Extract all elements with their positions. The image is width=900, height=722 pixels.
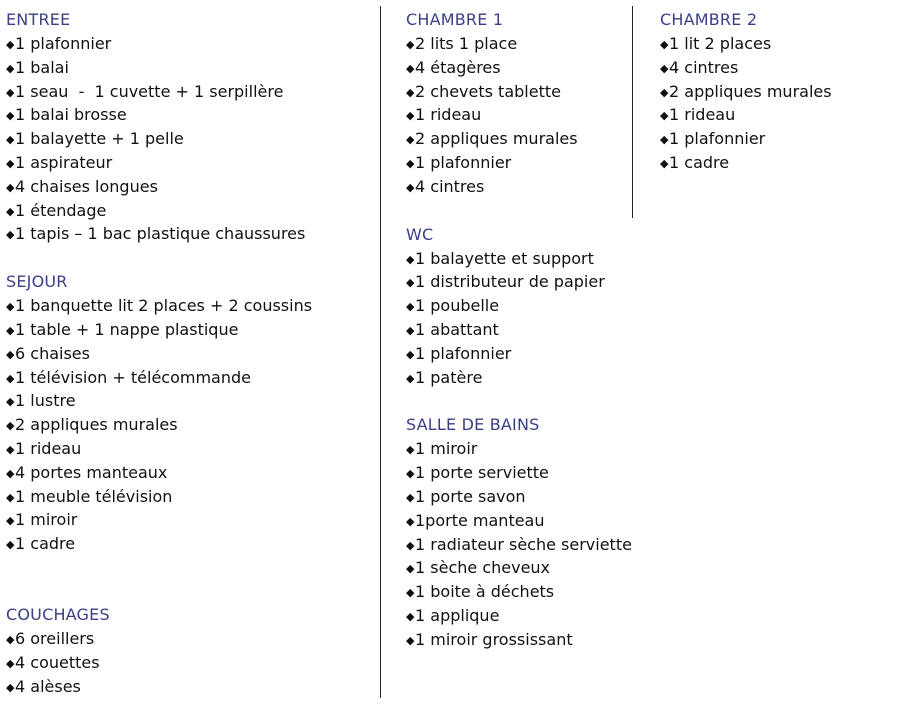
section-title: SEJOUR xyxy=(6,272,68,292)
diamond-bullet-icon: ◆ xyxy=(406,443,415,457)
item-label: 1 plafonnier xyxy=(15,34,112,53)
item-label: 1 poubelle xyxy=(415,296,500,316)
diamond-bullet-icon: ◆ xyxy=(406,633,415,647)
diamond-bullet-icon: ◆ xyxy=(6,109,15,123)
diamond-bullet-icon: ◆ xyxy=(6,323,15,337)
item-label: 1 cadre xyxy=(15,534,76,554)
list-item xyxy=(6,32,312,56)
list-item xyxy=(406,604,632,628)
diamond-bullet-icon: ◆ xyxy=(6,419,15,433)
diamond-bullet-icon: ◆ xyxy=(406,371,415,385)
list-item xyxy=(6,627,312,651)
inventory-section xyxy=(406,8,632,199)
item-label: 1 étendage xyxy=(15,200,107,220)
inventory-section xyxy=(406,223,632,390)
item-list xyxy=(406,437,632,651)
diamond-bullet-icon: ◆ xyxy=(406,538,415,552)
list-item xyxy=(6,294,312,318)
diamond-bullet-icon: ◆ xyxy=(660,133,669,147)
item-label: 2 appliques murales xyxy=(415,129,578,149)
list-item xyxy=(660,56,832,80)
column-middle xyxy=(406,8,632,676)
section-title: WC xyxy=(406,224,434,244)
item-label: 1 rideau xyxy=(669,105,736,125)
item-label: 1 porte serviette xyxy=(415,463,549,483)
item-label: 1 lit 2 places xyxy=(669,34,772,53)
inventory-section xyxy=(6,8,312,246)
item-label: 2 appliques murales xyxy=(669,81,832,101)
item-label: 1 abattant xyxy=(415,319,499,339)
list-item xyxy=(6,366,312,390)
list-item xyxy=(406,461,632,485)
diamond-bullet-icon: ◆ xyxy=(6,538,15,552)
list-item xyxy=(6,675,312,699)
section-title: CHAMBRE 2 xyxy=(660,10,758,29)
list-item xyxy=(406,80,632,104)
list-item xyxy=(6,485,312,509)
item-label: 1 rideau xyxy=(415,105,482,125)
item-list xyxy=(6,32,312,246)
item-label: 4 cintres xyxy=(669,57,739,77)
diamond-bullet-icon: ◆ xyxy=(406,300,415,314)
item-label: 1 balayette + 1 pelle xyxy=(15,129,184,149)
diamond-bullet-icon: ◆ xyxy=(660,61,669,75)
section-title: COUCHAGES xyxy=(6,604,110,624)
item-label: 1 miroir xyxy=(415,439,478,459)
item-label: 1 miroir xyxy=(15,510,78,530)
item-label: 4 chaises longues xyxy=(15,176,158,196)
item-list xyxy=(406,32,632,199)
diamond-bullet-icon: ◆ xyxy=(406,252,415,266)
list-item xyxy=(406,103,632,127)
list-item xyxy=(406,437,632,461)
item-label: 1 miroir grossissant xyxy=(415,629,573,649)
diamond-bullet-icon: ◆ xyxy=(406,109,415,123)
list-item xyxy=(406,270,632,294)
diamond-bullet-icon: ◆ xyxy=(406,514,415,528)
diamond-bullet-icon: ◆ xyxy=(406,38,415,51)
item-label: 2 chevets tablette xyxy=(415,81,561,101)
diamond-bullet-icon: ◆ xyxy=(406,609,415,623)
list-item xyxy=(406,56,632,80)
diamond-bullet-icon: ◆ xyxy=(6,371,15,385)
list-item xyxy=(6,651,312,675)
diamond-bullet-icon: ◆ xyxy=(406,467,415,481)
list-item xyxy=(406,366,632,390)
list-item xyxy=(406,318,632,342)
diamond-bullet-icon: ◆ xyxy=(406,347,415,361)
item-label: 2 appliques murales xyxy=(15,415,178,435)
diamond-bullet-icon: ◆ xyxy=(6,61,15,75)
item-label: 1 table + 1 nappe plastique xyxy=(15,319,239,339)
section-title: CHAMBRE 1 xyxy=(406,10,504,29)
list-item xyxy=(406,533,632,557)
diamond-bullet-icon: ◆ xyxy=(406,85,415,99)
section-title: SALLE DE BAINS xyxy=(406,415,540,435)
list-item xyxy=(406,342,632,366)
item-label: 4 étagères xyxy=(415,57,501,77)
list-item xyxy=(406,580,632,604)
item-label: 1 applique xyxy=(415,605,500,625)
diamond-bullet-icon: ◆ xyxy=(6,180,15,194)
item-label: 1 balayette et support xyxy=(415,248,594,268)
diamond-bullet-icon: ◆ xyxy=(6,442,15,456)
diamond-bullet-icon: ◆ xyxy=(406,562,415,576)
list-item xyxy=(6,342,312,366)
list-item xyxy=(660,32,832,56)
list-item xyxy=(660,80,832,104)
inventory-section xyxy=(6,603,312,698)
list-item xyxy=(6,532,312,556)
item-label: 6 oreillers xyxy=(15,628,95,648)
diamond-bullet-icon: ◆ xyxy=(6,680,15,694)
item-label: 1 tapis – 1 bac plastique chaussures xyxy=(15,224,306,244)
list-item xyxy=(6,56,312,80)
list-item xyxy=(406,175,632,199)
diamond-bullet-icon: ◆ xyxy=(6,347,15,361)
list-item xyxy=(6,413,312,437)
inventory-section xyxy=(6,270,312,556)
list-item xyxy=(6,103,312,127)
item-label: 1porte manteau xyxy=(415,510,545,530)
item-list xyxy=(406,247,632,390)
inventory-section xyxy=(406,413,632,651)
column-divider-left xyxy=(380,6,381,698)
column-divider-right xyxy=(632,6,633,218)
item-label: 1 lustre xyxy=(15,391,76,411)
item-label: 1 radiateur sèche serviette xyxy=(415,534,632,554)
list-item xyxy=(406,509,632,533)
diamond-bullet-icon: ◆ xyxy=(6,133,15,147)
item-label: 1 plafonnier xyxy=(669,129,766,149)
diamond-bullet-icon: ◆ xyxy=(6,228,15,242)
list-item xyxy=(406,485,632,509)
diamond-bullet-icon: ◆ xyxy=(406,323,415,337)
item-label: 1 porte savon xyxy=(415,486,526,506)
list-item xyxy=(6,80,312,104)
list-item xyxy=(406,294,632,318)
diamond-bullet-icon: ◆ xyxy=(6,38,15,51)
diamond-bullet-icon: ◆ xyxy=(6,300,15,314)
list-item xyxy=(6,151,312,175)
list-item xyxy=(660,127,832,151)
diamond-bullet-icon: ◆ xyxy=(406,180,415,194)
item-label: 4 cintres xyxy=(415,176,485,196)
list-item xyxy=(6,318,312,342)
diamond-bullet-icon: ◆ xyxy=(406,490,415,504)
item-label: 6 chaises xyxy=(15,343,90,363)
item-label: 1 balai xyxy=(15,57,69,77)
column-left xyxy=(6,8,312,722)
item-label: 2 lits 1 place xyxy=(415,34,518,53)
item-label: 1 sèche cheveux xyxy=(415,558,551,578)
diamond-bullet-icon: ◆ xyxy=(6,156,15,170)
item-label: 1 banquette lit 2 places + 2 coussins xyxy=(15,296,313,316)
diamond-bullet-icon: ◆ xyxy=(6,632,15,646)
diamond-bullet-icon: ◆ xyxy=(660,85,669,99)
diamond-bullet-icon: ◆ xyxy=(660,38,669,51)
list-item xyxy=(660,151,832,175)
item-label: 1 plafonnier xyxy=(415,343,512,363)
diamond-bullet-icon: ◆ xyxy=(6,490,15,504)
list-item xyxy=(6,222,312,246)
diamond-bullet-icon: ◆ xyxy=(6,85,15,99)
item-label: 1 distributeur de papier xyxy=(415,272,605,292)
list-item xyxy=(406,32,632,56)
section-title: ENTREE xyxy=(6,10,71,29)
item-label: 1 seau - 1 cuvette + 1 serpillère xyxy=(15,81,284,101)
diamond-bullet-icon: ◆ xyxy=(406,156,415,170)
item-label: 1 aspirateur xyxy=(15,152,113,172)
list-item xyxy=(660,103,832,127)
item-label: 1 patère xyxy=(415,367,483,387)
item-label: 4 alèses xyxy=(15,676,81,696)
diamond-bullet-icon: ◆ xyxy=(6,204,15,218)
item-list xyxy=(660,32,832,175)
inventory-section xyxy=(660,8,832,175)
list-item xyxy=(6,127,312,151)
item-label: 4 portes manteaux xyxy=(15,462,168,482)
diamond-bullet-icon: ◆ xyxy=(6,514,15,528)
diamond-bullet-icon: ◆ xyxy=(406,276,415,290)
diamond-bullet-icon: ◆ xyxy=(6,395,15,409)
diamond-bullet-icon: ◆ xyxy=(660,156,669,170)
item-label: 1 rideau xyxy=(15,438,82,458)
item-label: 1 plafonnier xyxy=(415,152,512,172)
item-label: 4 couettes xyxy=(15,652,100,672)
item-label: 1 balai brosse xyxy=(15,105,127,125)
list-item xyxy=(6,389,312,413)
list-item xyxy=(6,437,312,461)
diamond-bullet-icon: ◆ xyxy=(660,109,669,123)
diamond-bullet-icon: ◆ xyxy=(6,466,15,480)
list-item xyxy=(406,247,632,271)
list-item xyxy=(6,461,312,485)
list-item xyxy=(6,175,312,199)
list-item xyxy=(406,628,632,652)
item-list xyxy=(6,627,312,698)
diamond-bullet-icon: ◆ xyxy=(406,133,415,147)
list-item xyxy=(406,127,632,151)
item-label: 1 cadre xyxy=(669,152,730,172)
list-item xyxy=(6,508,312,532)
item-label: 1 boite à déchets xyxy=(415,582,555,602)
diamond-bullet-icon: ◆ xyxy=(406,61,415,75)
diamond-bullet-icon: ◆ xyxy=(6,656,15,670)
list-item xyxy=(406,556,632,580)
diamond-bullet-icon: ◆ xyxy=(406,586,415,600)
list-item xyxy=(406,151,632,175)
column-right xyxy=(660,8,832,199)
item-label: 1 télévision + télécommande xyxy=(15,367,251,387)
item-list xyxy=(6,294,312,556)
list-item xyxy=(6,199,312,223)
item-label: 1 meuble télévision xyxy=(15,486,173,506)
